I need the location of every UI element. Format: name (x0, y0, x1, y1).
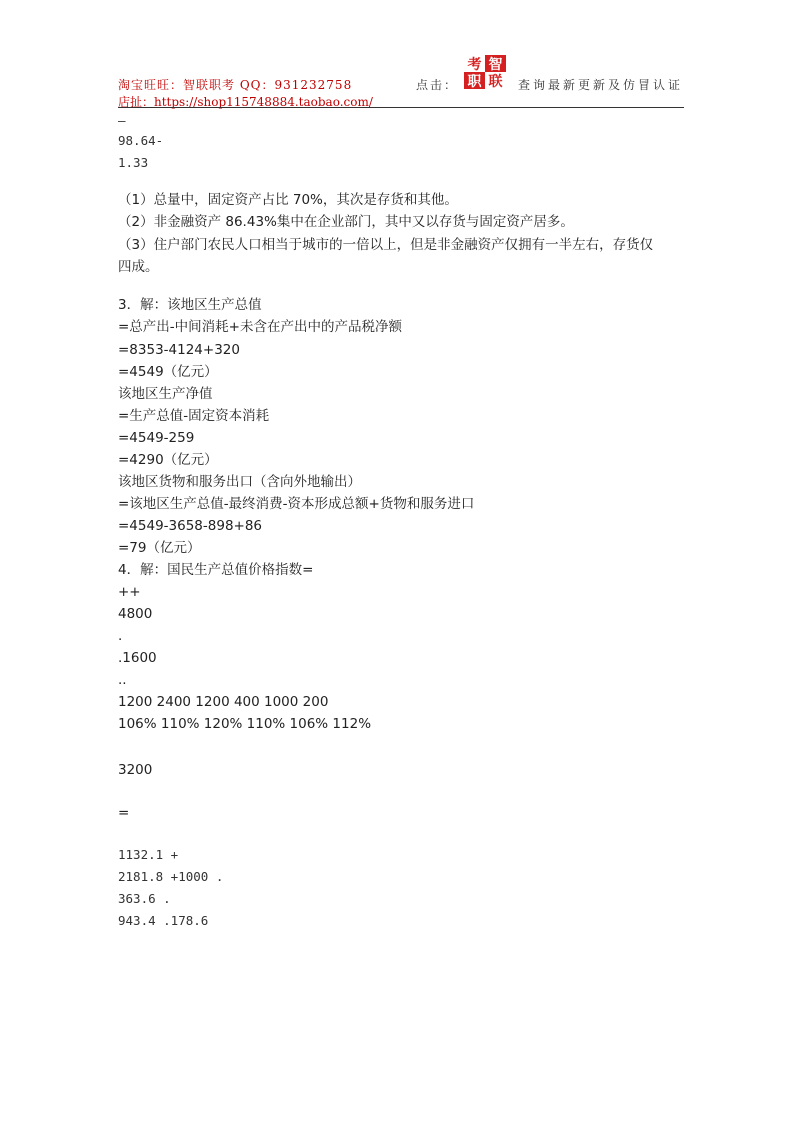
text-line: 2181.8 +1000 . (118, 869, 224, 884)
text-line: 该地区货物和服务出口（含向外地输出） (118, 474, 361, 490)
text-line: 4．解：国民生产总值价格指数= (118, 562, 314, 578)
text-line: =4290（亿元） (118, 452, 218, 468)
text-line: =79（亿元） (118, 540, 201, 556)
text-line: .. (118, 672, 127, 688)
text-line: 3200 (118, 762, 153, 778)
text-line: 106% 110% 120% 110% 106% 112% (118, 716, 372, 732)
text-line: =4549（亿元） (118, 364, 218, 380)
text-line: . (118, 628, 123, 644)
text-line: 1.33 (118, 155, 149, 170)
text-line: =4549-259 (118, 430, 195, 446)
logo-char-3: 职 (467, 74, 482, 89)
text-line: =该地区生产总值-最终消费-资本形成总额+货物和服务进口 (118, 496, 475, 512)
update-check-link[interactable]: 查询最新更新及仿冒认证 (518, 78, 684, 92)
text-line: =总产出-中间消耗+未含在产出中的产品税净额 (118, 319, 402, 335)
shop-url-link[interactable]: 店扯：https://shop115748884.taobao.com/ (118, 95, 373, 109)
text-line: 4800 (118, 606, 153, 622)
text-line: 943.4 .178.6 (118, 913, 209, 928)
text-line: （1）总量中，固定资产占比 70%，其次是存货和其他。 (118, 192, 458, 208)
text-line: 1200 2400 1200 400 1000 200 (118, 694, 329, 710)
text-line: .1600 (118, 650, 157, 666)
text-line: =8353-4124+320 (118, 342, 240, 358)
logo-char-1: 考 (467, 57, 482, 73)
text-line: 98.64- (118, 133, 164, 148)
text-line: （2）非金融资产 86.43%集中在企业部门，其中又以存货与固定资产居多。 (118, 214, 574, 230)
text-line: =4549-3658-898+86 (118, 518, 263, 534)
text-line: ++ (118, 584, 141, 600)
logo-char-2: 智 (488, 57, 503, 73)
logo-char-4: 联 (488, 74, 503, 89)
shop-contact-text: 淘宝旺旺：智联职考 QQ：931232758 (118, 78, 353, 92)
text-line: （3）住户部门农民人口相当于城市的一倍以上，但是非金融资产仅拥有一半左右，存货仅 (118, 237, 654, 253)
text-line: 363.6 . (118, 891, 171, 906)
text-line: = (118, 805, 130, 821)
page-header (118, 52, 684, 108)
text-line: – (118, 113, 126, 128)
text-line: =生产总值-固定资本消耗 (118, 408, 270, 424)
text-line: 四成。 (118, 259, 159, 275)
text-line: 1132.1 + (118, 847, 179, 862)
text-line: 3．解：该地区生产总值 (118, 297, 262, 313)
click-label: 点击： (416, 78, 459, 92)
header-divider (118, 107, 684, 108)
text-line: 该地区生产净值 (118, 386, 213, 402)
zhilian-logo-icon[interactable] (464, 55, 506, 89)
